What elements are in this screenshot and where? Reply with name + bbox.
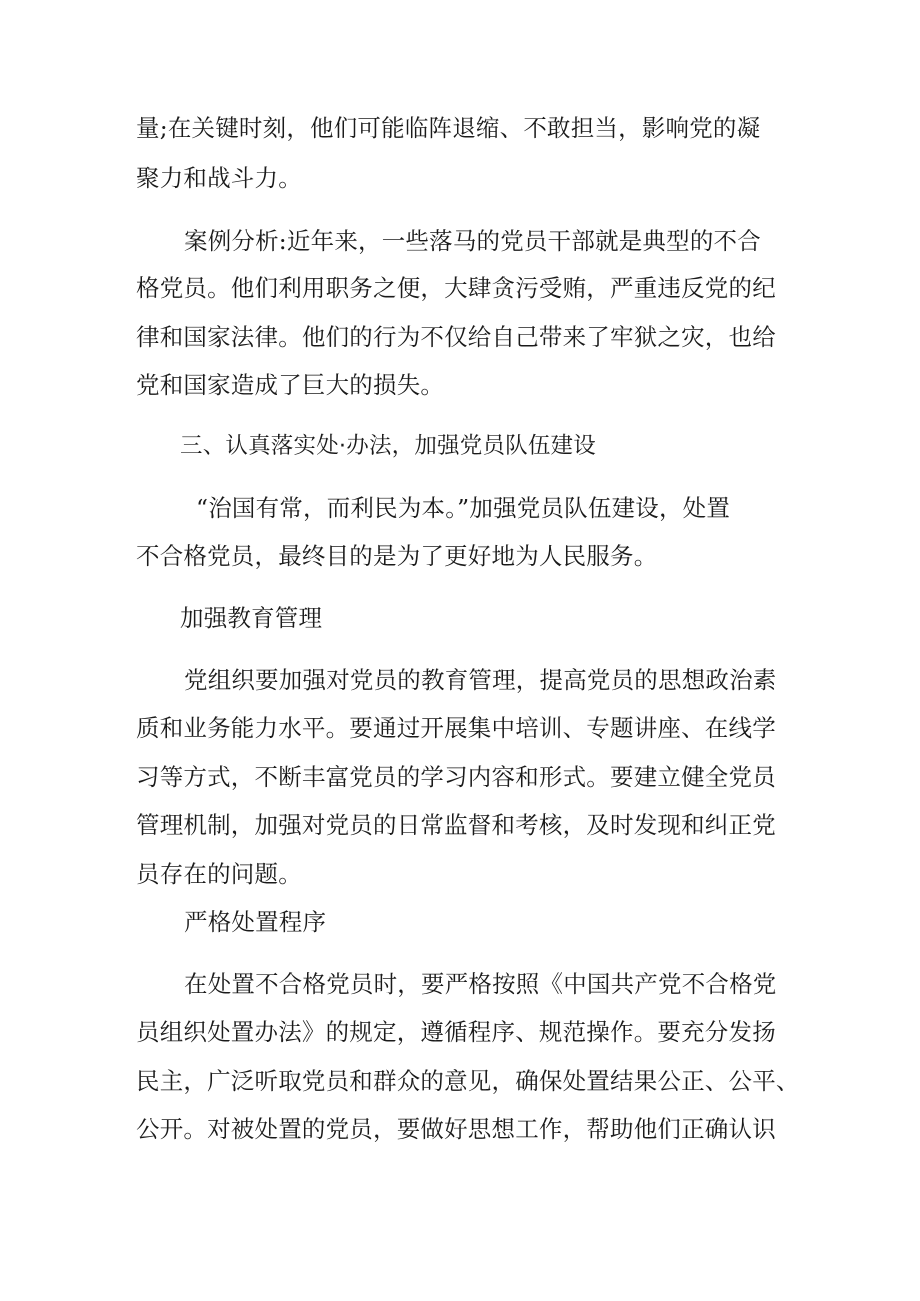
paragraph-line: 公开。对被处置的党员，要做好思想工作，帮助他们正确认识	[136, 1115, 776, 1143]
paragraph-line: 管理机制，加强对党员的日常监督和考核，及时发现和纠正党	[136, 811, 776, 839]
paragraph-line: 员存在的问题。	[136, 860, 302, 888]
section-heading: 三、认真落实处·办法，加强党员队伍建设	[180, 433, 596, 459]
paragraph-line: 在处置不合格党员时，要严格按照《中国共产党不合格党	[184, 970, 777, 998]
subheading: 严格处置程序	[184, 908, 327, 936]
paragraph-line: 量;在关键时刻，他们可能临阵退缩、不敢担当，影响党的凝	[136, 114, 761, 142]
paragraph-line: 民主，广泛听取党员和群众的意见，确保处置结果公正、公平、	[136, 1067, 800, 1095]
paragraph-line: 格党员。他们利用职务之便，大肆贪污受贿，严重违反党的纪	[136, 274, 776, 302]
paragraph-line: 员组织处置办法》的规定，遵循程序、规范操作。要充分发扬	[136, 1018, 776, 1046]
paragraph-line: 质和业务能力水平。要通过开展集中培训、专题讲座、在线学	[136, 714, 776, 742]
paragraph-line: 案例分析:近年来，一些落马的党员干部就是典型的不合	[184, 227, 761, 255]
subheading: 加强教育管理	[180, 604, 323, 632]
paragraph-line: 习等方式，不断丰富党员的学习内容和形式。要建立健全党员	[136, 763, 776, 791]
paragraph-line: 党和国家造成了巨大的损失。	[136, 371, 445, 399]
paragraph-line: 律和国家法律。他们的行为不仅给自己带来了牢狱之灾，也给	[136, 323, 776, 351]
paragraph-line: 不合格党员，最终目的是为了更好地为人民服务。	[136, 542, 658, 570]
paragraph-line: 党组织要加强对党员的教育管理，提高党员的思想政治素	[184, 666, 777, 694]
paragraph-line: “治国有常，而利民为本。”加强党员队伍建设，处置	[196, 494, 731, 522]
paragraph-line: 聚力和战斗力。	[136, 164, 302, 192]
